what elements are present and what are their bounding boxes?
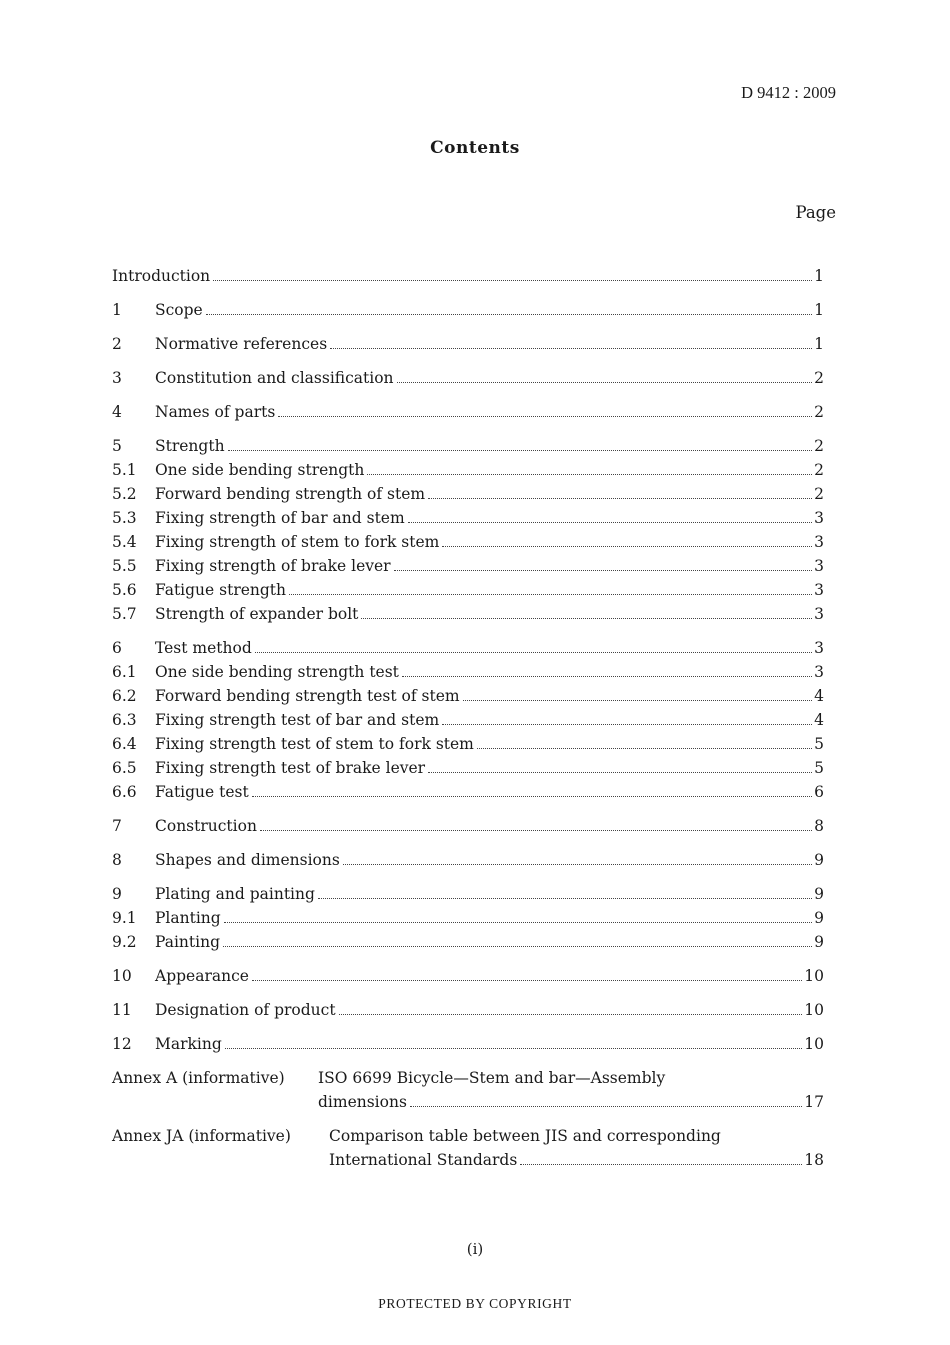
toc-entry-title: Test method <box>155 639 252 657</box>
toc-entry-number: 5.2 <box>112 485 137 503</box>
toc-entry-number: 5.3 <box>112 509 137 527</box>
toc-entry-6-3[interactable] <box>112 708 824 732</box>
toc-entry-title: Strength <box>155 437 225 455</box>
toc-entry-page: 2 <box>814 437 824 455</box>
dot-leader <box>289 594 812 595</box>
toc-entry-page: 9 <box>814 885 824 903</box>
toc-entry-number: 6.6 <box>112 783 137 801</box>
toc-entry-number: 6.1 <box>112 663 137 681</box>
toc-entry-title: One side bending strength <box>155 461 365 479</box>
toc-entry-number: 8 <box>112 851 122 869</box>
toc-entry-title: Fixing strength of bar and stem <box>155 509 405 527</box>
toc-entry-page: 3 <box>814 509 824 527</box>
toc-entry-title: Names of parts <box>155 403 276 421</box>
toc-entry-title: Normative references <box>155 335 328 353</box>
toc-entry-title: Constitution and classification <box>155 369 394 387</box>
toc-entry-title: Fatigue test <box>155 783 249 801</box>
dot-leader <box>442 546 812 547</box>
toc-entry-number: 6 <box>112 639 122 657</box>
toc-entry-number: 5.4 <box>112 533 137 551</box>
dot-leader <box>367 474 812 475</box>
toc-entry-page: 8 <box>814 817 824 835</box>
page-number: (i) <box>466 1240 484 1258</box>
toc-entry-number: 7 <box>112 817 122 835</box>
toc-entry-10[interactable] <box>112 964 824 988</box>
dot-leader <box>252 796 812 797</box>
toc-entry-2[interactable] <box>112 332 824 356</box>
toc-entry-title: Planting <box>155 909 221 927</box>
toc-entry-page: 3 <box>814 639 824 657</box>
page-column-label: Page <box>795 203 836 222</box>
dot-leader <box>343 864 812 865</box>
toc-entry-page: 1 <box>814 335 824 353</box>
toc-entry-5-2[interactable] <box>112 482 824 506</box>
dot-leader <box>410 1106 802 1107</box>
annex-title-line2: dimensions <box>318 1093 407 1111</box>
toc-entry-page: 9 <box>814 851 824 869</box>
toc-entry-5-4[interactable] <box>112 530 824 554</box>
annex-title-line1: Comparison table between JIS and corresponding <box>329 1127 721 1145</box>
toc-entry-5-5[interactable] <box>112 554 824 578</box>
standard-number: D 9412 : 2009 <box>741 83 836 102</box>
toc-entry-page: 2 <box>814 461 824 479</box>
toc-entry-6-5[interactable] <box>112 756 824 780</box>
dot-leader <box>260 830 812 831</box>
dot-leader <box>428 772 812 773</box>
toc-entry-5-3[interactable] <box>112 506 824 530</box>
toc-entry-page: 3 <box>814 663 824 681</box>
dot-leader <box>402 676 812 677</box>
toc-entry-page: 1 <box>814 267 824 285</box>
dot-leader <box>397 382 813 383</box>
dot-leader <box>206 314 812 315</box>
toc-entry-title: Fixing strength of brake lever <box>155 557 391 575</box>
dot-leader <box>318 898 812 899</box>
toc-entry-number: 9.1 <box>112 909 137 927</box>
dot-leader <box>255 652 812 653</box>
toc-entry-page: 10 <box>804 1035 824 1053</box>
toc-entry-page: 9 <box>814 933 824 951</box>
toc-entry-6-2[interactable] <box>112 684 824 708</box>
toc-entry-page: 6 <box>814 783 824 801</box>
toc-entry-title: Construction <box>155 817 257 835</box>
table-of-contents <box>112 264 824 1172</box>
toc-entry-number: 5.6 <box>112 581 137 599</box>
toc-entry-title: Fixing strength test of brake lever <box>155 759 426 777</box>
toc-entry-page: 3 <box>814 533 824 551</box>
toc-entry-title: One side bending strength test <box>155 663 399 681</box>
dot-leader <box>520 1164 802 1165</box>
toc-entry-9-2[interactable] <box>112 930 824 954</box>
dot-leader <box>213 280 812 281</box>
toc-entry-6-6[interactable] <box>112 780 824 804</box>
toc-entry-title: Appearance <box>155 967 249 985</box>
toc-entry-title: Forward bending strength test of stem <box>155 687 460 705</box>
toc-entry-page: 9 <box>814 909 824 927</box>
toc-entry-5-6[interactable] <box>112 578 824 602</box>
dot-leader <box>330 348 812 349</box>
toc-entry-7[interactable] <box>112 814 824 838</box>
toc-entry-number: 2 <box>112 335 122 353</box>
toc-entry-4[interactable] <box>112 400 824 424</box>
toc-entry-page: 5 <box>814 735 824 753</box>
toc-entry-number: 12 <box>112 1035 132 1053</box>
annex-prefix: Annex A (informative) <box>112 1069 285 1087</box>
toc-entry-number: 6.2 <box>112 687 137 705</box>
toc-entry-6-1[interactable] <box>112 660 824 684</box>
toc-entry-number: 10 <box>112 967 132 985</box>
toc-entry-number: 9.2 <box>112 933 137 951</box>
dot-leader <box>442 724 812 725</box>
toc-entry-number: 1 <box>112 301 122 319</box>
toc-entry-title: Introduction <box>112 267 211 285</box>
page-title: Contents <box>430 138 520 158</box>
toc-entry-title: Painting <box>155 933 221 951</box>
toc-entry-6[interactable] <box>112 636 824 660</box>
toc-entry-annex-ja[interactable] <box>112 1124 824 1172</box>
dot-leader <box>477 748 812 749</box>
toc-entry-page: 17 <box>804 1093 824 1111</box>
toc-entry-5-1[interactable] <box>112 458 824 482</box>
dot-leader <box>361 618 812 619</box>
toc-entry-page: 3 <box>814 557 824 575</box>
toc-entry-12[interactable] <box>112 1032 824 1056</box>
dot-leader <box>224 922 812 923</box>
toc-entry-1[interactable] <box>112 298 824 322</box>
toc-entry-3[interactable] <box>112 366 824 390</box>
dot-leader <box>225 1048 802 1049</box>
toc-entry-page: 1 <box>814 301 824 319</box>
toc-entry-number: 3 <box>112 369 122 387</box>
toc-entry-5[interactable] <box>112 434 824 458</box>
dot-leader <box>394 570 813 571</box>
toc-entry-page: 2 <box>814 369 824 387</box>
toc-entry-number: 4 <box>112 403 122 421</box>
toc-entry-title: Scope <box>155 301 203 319</box>
dot-leader <box>223 946 812 947</box>
toc-entry-page: 5 <box>814 759 824 777</box>
toc-entry-page: 3 <box>814 581 824 599</box>
toc-entry-title: Fixing strength test of stem to fork stem <box>155 735 474 753</box>
toc-entry-number: 6.3 <box>112 711 137 729</box>
toc-entry-page: 10 <box>804 1001 824 1019</box>
toc-entry-11[interactable] <box>112 998 824 1022</box>
annex-title-line2: International Standards <box>329 1151 518 1169</box>
toc-entry-page: 10 <box>804 967 824 985</box>
toc-entry-number: 11 <box>112 1001 132 1019</box>
toc-entry-page: 2 <box>814 403 824 421</box>
toc-entry-title: Fatigue strength <box>155 581 287 599</box>
toc-entry-page: 2 <box>814 485 824 503</box>
annex-prefix: Annex JA (informative) <box>112 1127 291 1145</box>
dot-leader <box>408 522 812 523</box>
toc-entry-9[interactable] <box>112 882 824 906</box>
toc-entry-number: 5.1 <box>112 461 137 479</box>
toc-entry-page: 18 <box>804 1151 824 1169</box>
dot-leader <box>278 416 812 417</box>
toc-entry-9-1[interactable] <box>112 906 824 930</box>
toc-entry-number: 5 <box>112 437 122 455</box>
copyright-notice: PROTECTED BY COPYRIGHT <box>378 1296 572 1311</box>
toc-entry-annex-a[interactable] <box>112 1066 824 1114</box>
toc-entry-number: 6.4 <box>112 735 137 753</box>
toc-entry-number: 9 <box>112 885 122 903</box>
dot-leader <box>339 1014 803 1015</box>
toc-entry-title: Designation of product <box>155 1001 336 1019</box>
dot-leader <box>428 498 812 499</box>
toc-entry-introduction[interactable] <box>112 264 824 288</box>
toc-entry-title: Plating and painting <box>155 885 315 903</box>
toc-entry-5-7[interactable] <box>112 602 824 626</box>
dot-leader <box>252 980 802 981</box>
toc-entry-8[interactable] <box>112 848 824 872</box>
dot-leader <box>463 700 813 701</box>
toc-entry-page: 4 <box>814 711 824 729</box>
toc-entry-title: Marking <box>155 1035 222 1053</box>
toc-entry-title: Fixing strength test of bar and stem <box>155 711 440 729</box>
toc-entry-title: Strength of expander bolt <box>155 605 359 623</box>
toc-entry-title: Shapes and dimensions <box>155 851 340 869</box>
toc-entry-number: 5.5 <box>112 557 137 575</box>
toc-entry-6-4[interactable] <box>112 732 824 756</box>
toc-entry-number: 6.5 <box>112 759 137 777</box>
dot-leader <box>228 450 813 451</box>
toc-entry-page: 3 <box>814 605 824 623</box>
annex-title-line1: ISO 6699 Bicycle—Stem and bar—Assembly <box>318 1069 666 1087</box>
toc-entry-page: 4 <box>814 687 824 705</box>
toc-entry-title: Fixing strength of stem to fork stem <box>155 533 440 551</box>
toc-entry-title: Forward bending strength of stem <box>155 485 426 503</box>
toc-entry-number: 5.7 <box>112 605 137 623</box>
